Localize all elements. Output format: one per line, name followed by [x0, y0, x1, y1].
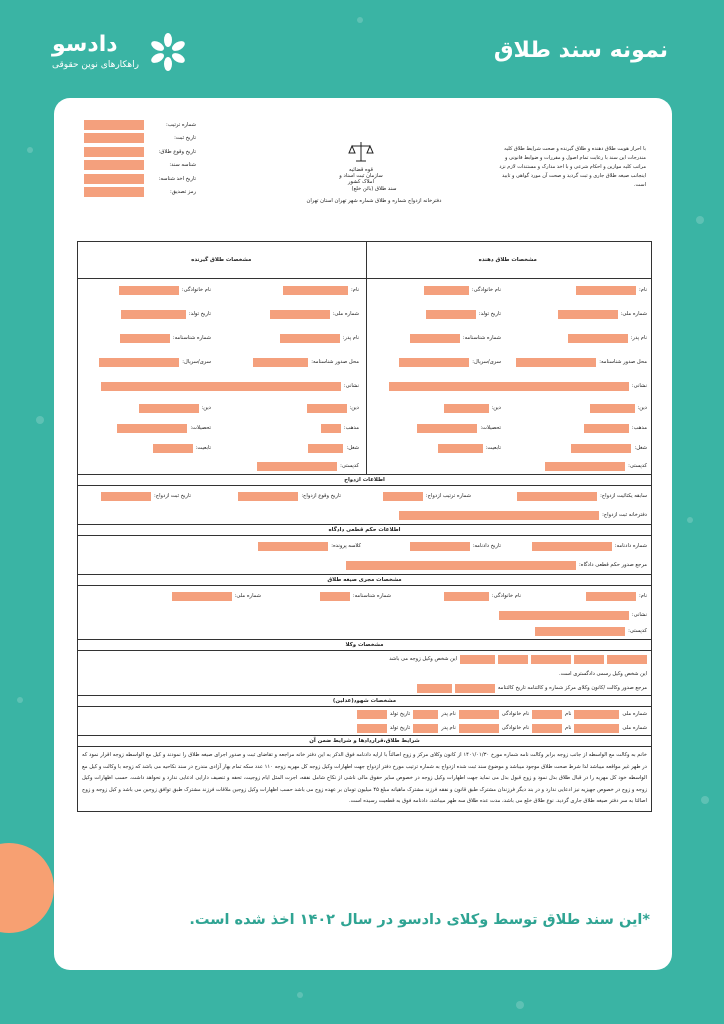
field-label: تاریخ تولد:	[478, 311, 501, 317]
witnesses-heading: مشخصات شهود(عدلین)	[78, 696, 651, 707]
field-label: شماره ملی:	[332, 311, 359, 317]
field-label: تاریخ تولد:	[188, 311, 211, 317]
field-label: تابعیت:	[195, 445, 211, 451]
field-label: نام پدر:	[630, 335, 647, 341]
field-label: شماره شناسنامه:	[172, 335, 211, 341]
field-label: شماره ملی	[622, 725, 647, 731]
terms-heading: شرایط طلاق،قراردادها و شرایط ضمن آن	[78, 736, 651, 747]
field-label: نام	[565, 711, 572, 717]
emblem-label: قوه قضائیه	[349, 167, 373, 173]
field-label: دین:	[201, 405, 211, 411]
witnesses-section	[78, 696, 651, 736]
field-label: شغل:	[634, 445, 647, 451]
executor-section	[78, 575, 651, 640]
executor-heading: مشخصات مجری صیغه طلاق	[78, 575, 651, 586]
field-label: کدپستی:	[340, 463, 359, 469]
field-label: نام خانوادگی:	[491, 593, 521, 599]
lawyer-note: این شخص وکیل زوجه می باشد	[389, 656, 457, 662]
field-label: نام خانوادگی:	[471, 287, 501, 293]
field-label: نام خانوادگی:	[181, 287, 211, 293]
brand-logo[interactable]	[52, 32, 192, 76]
marriage-section	[78, 475, 651, 525]
field-label: نام پدر	[441, 725, 456, 731]
lawyer-note: این شخص وکیل رسمی دادگستری است.	[559, 671, 647, 677]
field-label: مرجع صدور حکم قطعی دادگاه:	[578, 562, 647, 568]
certification-text: با احراز هویت طلاق دهنده و طلاق گیرنده و صحت شرایط طلاق کلیه مندرجات این سند با رعایت تمام اصول و مقررات و ضوابط قانونی و مراتب کلیه موازین و احکام شرعی و با اخذ مدارک و مستندات لازم نزد اینجانب صیغه طلاق جاری و ثبت گردید و صحت آن مورد گواهی و تایید است.	[499, 146, 646, 188]
field-label: نام:	[351, 287, 359, 293]
field-label: تابعیت:	[485, 445, 501, 451]
field-label: تاریخ اخذ شناسه:	[158, 175, 196, 182]
field-label: تاریخ دادنامه:	[472, 543, 501, 549]
field-label: نام پدر	[441, 711, 456, 717]
field-label: دین:	[491, 405, 501, 411]
receiver-heading: مشخصات طلاق گیرنده	[191, 257, 252, 263]
field-label: کدپستی:	[628, 628, 647, 634]
field-label: شماره شناسنامه:	[462, 335, 501, 341]
field-label: تاریخ وقوع ازدواج:	[301, 493, 341, 499]
field-label: تاریخ تولد	[389, 711, 411, 717]
field-label: تاریخ ثبت:	[174, 135, 196, 142]
field-label: سابقه یکتائیت ازدواج:	[600, 493, 647, 499]
field-label: نام پدر:	[342, 335, 359, 341]
field-label: نشانی:	[631, 383, 647, 389]
page-title: نمونه سند طلاق	[493, 38, 668, 63]
field-label: نشانی:	[343, 383, 359, 389]
terms-section	[78, 736, 651, 811]
field-label: محل صدور شناسنامه:	[311, 359, 359, 365]
judiciary-emblem	[336, 139, 386, 185]
brand-name: دادسو	[52, 32, 118, 57]
field-label: تاریخ وقوع طلاق:	[158, 148, 196, 155]
organization-name: سازمان ثبت اسناد و املاک کشور	[339, 173, 383, 185]
document-heading	[264, 183, 484, 207]
document-card	[54, 98, 672, 970]
field-label: کلاسه پرونده:	[331, 543, 361, 549]
field-label: شماره ملی:	[234, 593, 261, 599]
field-label: نام:	[639, 287, 647, 293]
parties-section	[78, 242, 651, 475]
field-label: مذهب:	[631, 425, 647, 431]
terms-paragraph: خانم به وکالت مع الواسطه از جانب زوجه برابر وکالت نامه شماره مورخ ۱۴۰۱/۰۱/۳۰ از کانون وکلای مرکز و زوج اصالتاً با ارایه دادنامه فوق الذکر به این دفتر خانه مراجعه و تقاضای ثبت و صدور اجرای صیغه طلاق را نمودند و کیل مع الواسطه زوجه اقرار نمود که در طهر غیر مواقعه میباشد لذا شرط صحت طلاق موجود میباشد و موضوع سند ثبت شده ازدواج به شماره ترتیب مورخ دفتر ازدواج جهت اطهارات وکیل زوجه کل مهریه زوجه ۱۱۰ عدد سکه تمام بهار آزادی مندرج در سند نکاحیه می باشد که زوجه با وکالت و کیل مع الواسطه خود کل مهریه را در قبال طلاق بذل نمود و زوج قبول بذل می نماید جهت اطهارات وکیل زوجه در خصوص سایر حقوق مالی ناشی از نکاح شامل نفقه، اجرت المثل ایام زوجیت، تحفه و تنصیف دارایی ادعایی ندارد و نحواهد داشت. حسب اظهارات وکیل زوجه و زوج در خصوص جهیزیه نیز ادعایی ندارد و در بند دیگر فرزندان مشترک طبق قانون و نفقه فرزند مشترک ماهیانه مبلغ ۴۵ میلیون تومان بر عهده زوج می باشد حسب اظهارات وکیل زوجین ملاقات فرزند مشترک طبق توافق زوجین می باشد و کیل زوجه و زوج اصالتا به سر دفتر صیغه طلاق جاری گردید. نوع طلاق خلع می باشد، مدت عده طلاق سه طهر میباشد، دادنامه فوق به قطعیت رسیده است.	[82, 752, 648, 804]
field-label: محل صدور شناسنامه:	[599, 359, 647, 365]
field-label: نشانی:	[631, 612, 647, 618]
document-title: سند طلاق (بائن خلع)	[351, 186, 397, 192]
field-label: نام:	[639, 593, 647, 599]
certificate-table	[77, 241, 652, 812]
field-label: شماره ترتیب ازدواج:	[425, 493, 471, 499]
field-label: شغل:	[346, 445, 359, 451]
field-label: شناسه سند:	[169, 162, 196, 169]
scales-icon	[348, 139, 374, 165]
footnote: *این سند طلاق توسط وکلای دادسو در سال ۱۴۰۲ اخذ شده است.	[189, 912, 650, 928]
field-label: دین:	[637, 405, 647, 411]
field-label: شماره ملی:	[620, 311, 647, 317]
lawyer-note: مرجع صدور وکالت /کانون وکلای مرکز شماره و کالتنامه تاریخ کالتنامه	[497, 685, 647, 691]
field-label: سری/سریال:	[182, 359, 211, 365]
marriage-heading: اطلاعات ازدواج	[78, 475, 651, 486]
office-info: دفترخانه ازدواج شماره و طلاق شماره شهر تهران استان تهران	[306, 198, 442, 204]
field-label: شماره دادنامه:	[614, 543, 647, 549]
field-label: شماره شناسنامه:	[352, 593, 391, 599]
field-label: تحصیلات:	[480, 425, 501, 431]
lawyers-heading: مشخصات وکلا	[78, 640, 651, 651]
field-label: کدپستی:	[628, 463, 647, 469]
divorce-certificate	[69, 113, 656, 883]
field-label: نام خانوادگی	[501, 711, 530, 717]
field-label: تاریخ ثبت ازدواج:	[153, 493, 191, 499]
field-label: شماره ملی	[622, 711, 647, 717]
field-label: مذهب:	[343, 425, 359, 431]
verdict-section	[78, 525, 651, 575]
field-label: تاریخ تولد	[389, 725, 411, 731]
field-label: دفترخانه ثبت ازدواج:	[602, 512, 647, 518]
field-label: نام	[565, 725, 572, 731]
giver-heading: مشخصات طلاق دهنده	[478, 257, 537, 263]
field-label: شماره ترتیب:	[166, 121, 196, 128]
lawyers-section	[78, 640, 651, 696]
field-label: تحصیلات:	[190, 425, 211, 431]
header-left-fields	[74, 118, 196, 199]
field-label: سری/سریال:	[472, 359, 501, 365]
field-label: دین:	[349, 405, 359, 411]
field-label: رمز تصدیق:	[170, 189, 196, 196]
field-label: نام خانوادگی	[501, 725, 530, 731]
verdict-heading: اطلاعات حکم قطعی دادگاه	[78, 525, 651, 536]
flower-logo-icon	[148, 32, 188, 72]
brand-tagline: راهکارهای نوین حقوقی	[52, 60, 139, 70]
